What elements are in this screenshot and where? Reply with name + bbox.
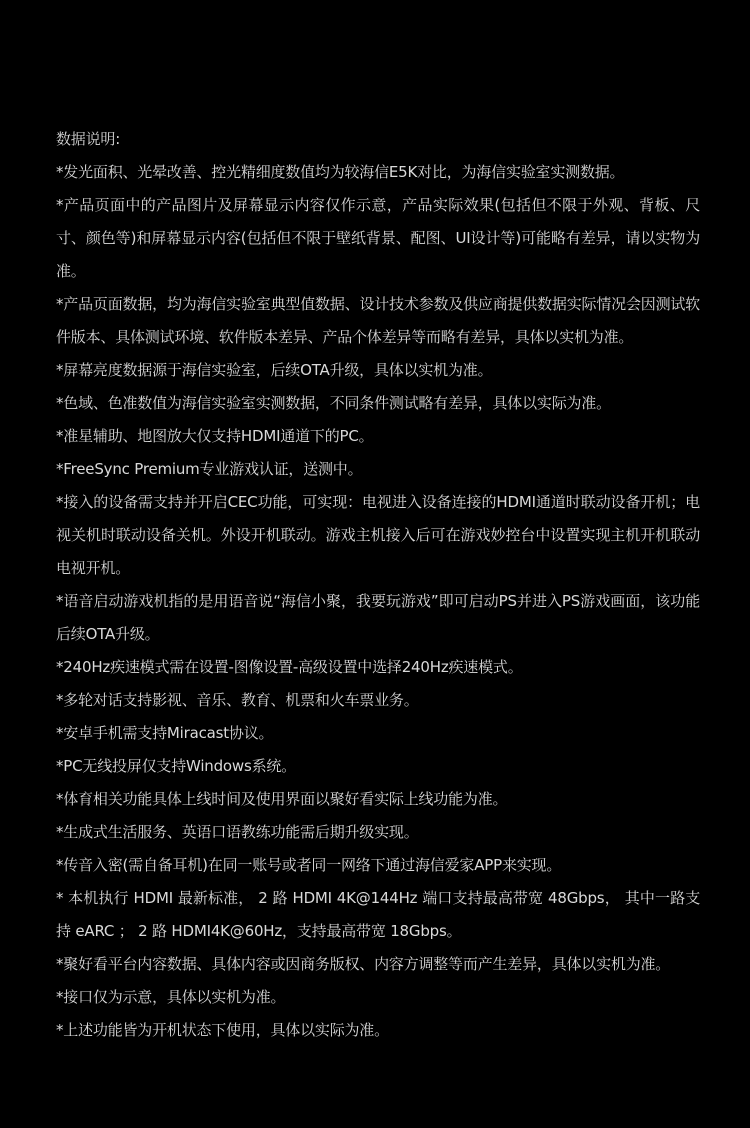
disclaimer-item: *FreeSync Premium专业游戏认证，送测中。 (56, 460, 363, 478)
disclaimer-item: *生成式生活服务、英语口语教练功能需后期升级实现。 (56, 823, 419, 841)
disclaimer-item: *多轮对话支持影视、音乐、教育、机票和火车票业务。 (56, 691, 419, 709)
disclaimer-item: *准星辅助、地图放大仅支持HDMI通道下的PC。 (56, 427, 374, 445)
disclaimer-item: *上述功能皆为开机状态下使用，具体以实际为准。 (56, 1021, 389, 1039)
disclaimer-item: *接入的设备需支持并开启CEC功能，可实现：电视进入设备连接的HDMI通道时联动设备开机；电视关机时联动设备关机。外设开机联动。游戏主机接入后可在游戏妙控台中设置实现主机开机联动电视开机。 (56, 493, 700, 577)
disclaimer-item: *240Hz疾速模式需在设置-图像设置-高级设置中选择240Hz疾速模式。 (56, 658, 523, 676)
disclaimer-item: *体育相关功能具体上线时间及使用界面以聚好看实际上线功能为准。 (56, 790, 508, 808)
disclaimer-block (56, 123, 700, 1047)
disclaimer-item: *PC无线投屏仅支持Windows系统。 (56, 757, 296, 775)
disclaimer-title: 数据说明: (56, 130, 121, 148)
disclaimer-item: *聚好看平台内容数据、具体内容或因商务版权、内容方调整等而产生差异，具体以实机为准。 (56, 955, 671, 973)
disclaimer-item: * 本机执行 HDMI 最新标准， 2 路 HDMI 4K@144Hz 端口支持最高带宽 48Gbps， 其中一路支持 eARC ； 2 路 HDMI4K@60Hz，支持最高带宽 18Gbps。 (56, 889, 700, 940)
disclaimer-item: *色域、色准数值为海信实验室实测数据，不同条件测试略有差异，具体以实际为准。 (56, 394, 611, 412)
disclaimer-item: *语音启动游戏机指的是用语音说“海信小聚，我要玩游戏”即可启动PS并进入PS游戏画面，该功能后续OTA升级。 (56, 592, 700, 643)
disclaimer-item: *传音入密(需自备耳机)在同一账号或者同一网络下通过海信爱家APP来实现。 (56, 856, 562, 874)
disclaimer-item: *接口仅为示意，具体以实机为准。 (56, 988, 286, 1006)
disclaimer-item: *发光面积、光晕改善、控光精细度数值均为较海信E5K对比，为海信实验室实测数据。 (56, 163, 625, 181)
disclaimer-item: *产品页面中的产品图片及屏幕显示内容仅作示意，产品实际效果(包括但不限于外观、背板、尺寸、颜色等)和屏幕显示内容(包括但不限于壁纸背景、配图、UI设计等)可能略有差异，请以实物为准。 (56, 196, 700, 280)
disclaimer-item: *产品页面数据，均为海信实验室典型值数据、设计技术参数及供应商提供数据实际情况会因测试软件版本、具体测试环境、软件版本差异、产品个体差异等而略有差异，具体以实机为准。 (56, 295, 700, 346)
disclaimer-item: *屏幕亮度数据源于海信实验室，后续OTA升级，具体以实机为准。 (56, 361, 493, 379)
disclaimer-item: *安卓手机需支持Miracast协议。 (56, 724, 274, 742)
